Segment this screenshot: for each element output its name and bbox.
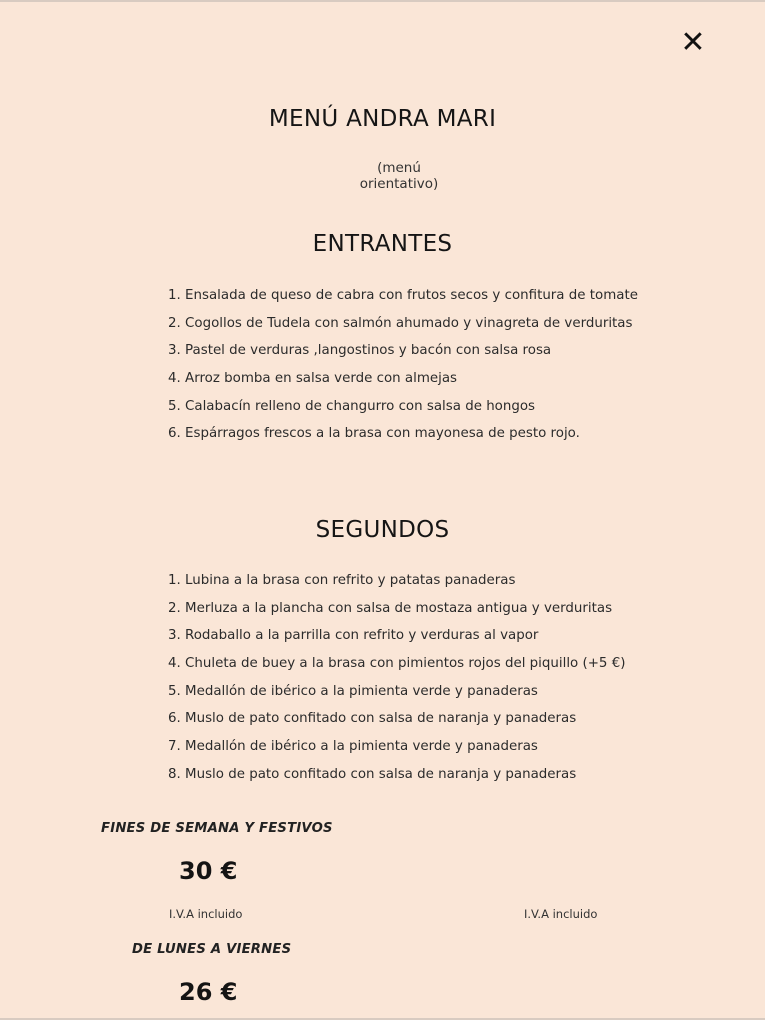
list-item: 5. Medallón de ibérico a la pimienta verde y panaderas [168,683,538,699]
list-item: 2. Merluza a la plancha con salsa de mostaza antigua y verduritas [168,600,613,616]
list-item: 3. Rodaballo a la parrilla con refrito y verduras al vapor [168,628,539,644]
top-divider [0,0,765,2]
weekend-iva-note: I.V.A incluido [169,907,243,921]
weekend-price-label: FINES DE SEMANA Y FESTIVOS [101,821,333,836]
segundos-heading: SEGUNDOS [315,517,450,543]
menu-subtitle: (menú orientativo) [359,160,439,192]
close-icon[interactable]: ✕ [680,25,706,60]
list-item: 4. Chuleta de buey a la brasa con pimientos rojos del piquillo (+5 €) [168,656,626,672]
weekday-price: 26 € [179,978,238,1006]
list-item: 6. Espárragos frescos a la brasa con mayonesa de pesto rojo. [168,426,580,442]
weekday-price-label: DE LUNES A VIERNES [132,942,292,957]
list-item: 1. Ensalada de queso de cabra con frutos secos y confitura de tomate [168,288,638,303]
list-item: 8. Muslo de pato confitado con salsa de naranja y panaderas [168,766,577,782]
list-item: 6. Muslo de pato confitado con salsa de naranja y panaderas [168,711,577,727]
list-item: 5. Calabacín relleno de changurro con salsa de hongos [168,398,536,414]
entrantes-list [168,282,638,448]
entrantes-heading: ENTRANTES [312,231,453,257]
list-item: 2. Cogollos de Tudela con salmón ahumado y vinagreta de verduritas [168,315,633,331]
list-item: 3. Pastel de verduras ,langostinos y bacón con salsa rosa [168,343,552,359]
menu-title: MENÚ ANDRA MARI [268,106,497,132]
segundos-list [168,567,625,789]
list-item: 4. Arroz bomba en salsa verde con almejas [168,371,458,387]
list-item: 7. Medallón de ibérico a la pimienta verde y panaderas [168,739,538,755]
list-item: 1. Lubina a la brasa con refrito y patatas panaderas [168,573,516,588]
weekday-iva-note: I.V.A incluido [524,907,598,921]
weekend-price: 30 € [179,857,238,885]
